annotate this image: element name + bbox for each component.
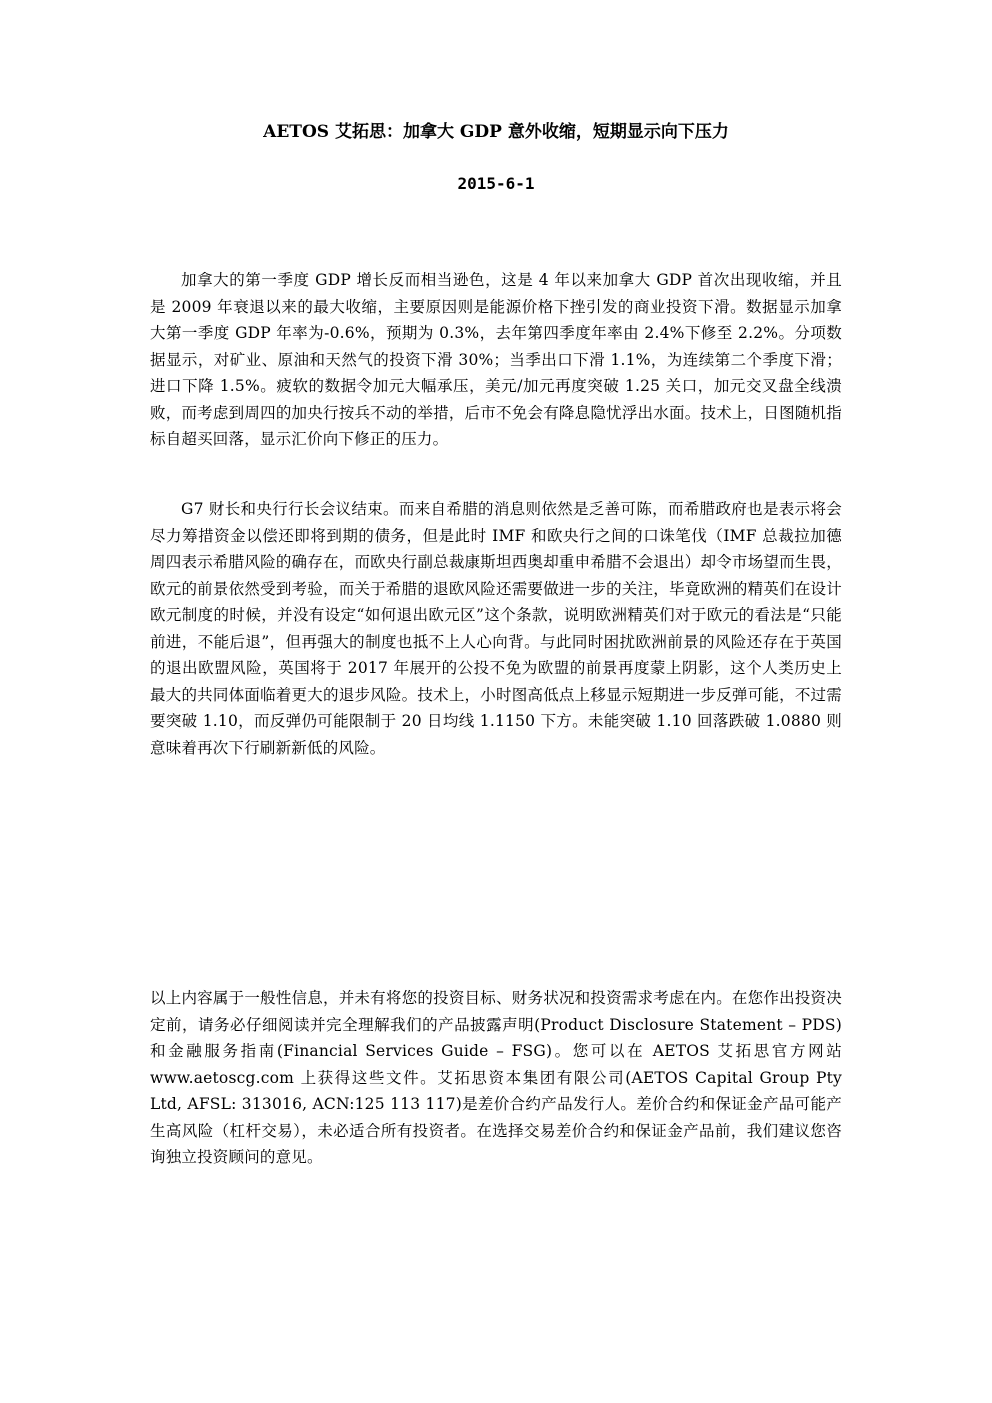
document-date: 2015-6-1 <box>457 174 535 193</box>
risk-disclaimer: 以上内容属于一般性信息，并未有将您的投资目标、财务状况和投资需求考虑在内。在您作出投资决定前，请务必仔细阅读并完全理解我们的产品披露声明(Product Disclosure Statement – PDS) 和金融服务指南(Financial Services Guide – FSG)。您可以在 AETOS 艾拓思官方网站 www.aetoscg.com 上获得这些文件。艾拓思资本集团有限公司(AETOS Capital Group Pty Ltd, AFSL: 313016, ACN:125 113 117)是差价合约产品发行人。差价合约和保证金产品可能产生高风险（杠杆交易），未必适合所有投资者。在选择交易差价合约和保证金产品前，我们建议您咨询独立投资顾问的意见。 <box>150 989 842 1166</box>
paragraph-canada-gdp: 加拿大的第一季度 GDP 增长反而相当逊色，这是 4 年以来加拿大 GDP 首次出现收缩，并且是 2009 年衰退以来的最大收缩，主要原因则是能源价格下挫引发的商业投资下滑。数据显示加拿大第一季度 GDP 年率为-0.6%，预期为 0.3%，去年第四季度年率由 2.4%下修至 2.2%。分项数据显示，对矿业、原油和天然气的投资下滑 30%；当季出口下滑 1.1%，为连续第二个季度下滑；进口下降 1.5%。疲软的数据令加元大幅承压，美元/加元再度突破 1.25 关口，加元交叉盘全线溃败，而考虑到周四的加央行按兵不动的举措，后市不免会有降息隐忧浮出水面。技术上，日图随机指标自超买回落，显示汇价向下修正的压力。 <box>150 271 842 448</box>
paragraph-greece-euro: G7 财长和央行行长会议结束。而来自希腊的消息则依然是乏善可陈，而希腊政府也是表示将会尽力筹措资金以偿还即将到期的债务，但是此时 IMF 和欧央行之间的口诛笔伐（IMF 总裁拉加德周四表示希腊风险的确存在，而欧央行副总裁康斯坦西奥却重申希腊不会退出）却令市场望而生畏，欧元的前景依然受到考验，而关于希腊的退欧风险还需要做进一步的关注，毕竟欧洲的精英们在设计欧元制度的时候，并没有设定“如何退出欧元区”这个条款，说明欧洲精英们对于欧元的看法是“只能前进，不能后退”，但再强大的制度也抵不上人心向背。与此同时困扰欧洲前景的风险还存在于英国的退出欧盟风险，英国将于 2017 年展开的公投不免为欧盟的前景再度蒙上阴影，这个人类历史上最大的共同体面临着更大的退步风险。技术上，小时图高低点上移显示短期进一步反弹可能，不过需要突破 1.10，而反弹仍可能限制于 20 日均线 1.1150 下方。未能突破 1.10 回落跌破 1.0880 则意味着再次下行刷新新低的风险。 <box>150 500 842 757</box>
document-title: AETOS 艾拓思：加拿大 GDP 意外收缩，短期显示向下压力 <box>263 122 729 142</box>
